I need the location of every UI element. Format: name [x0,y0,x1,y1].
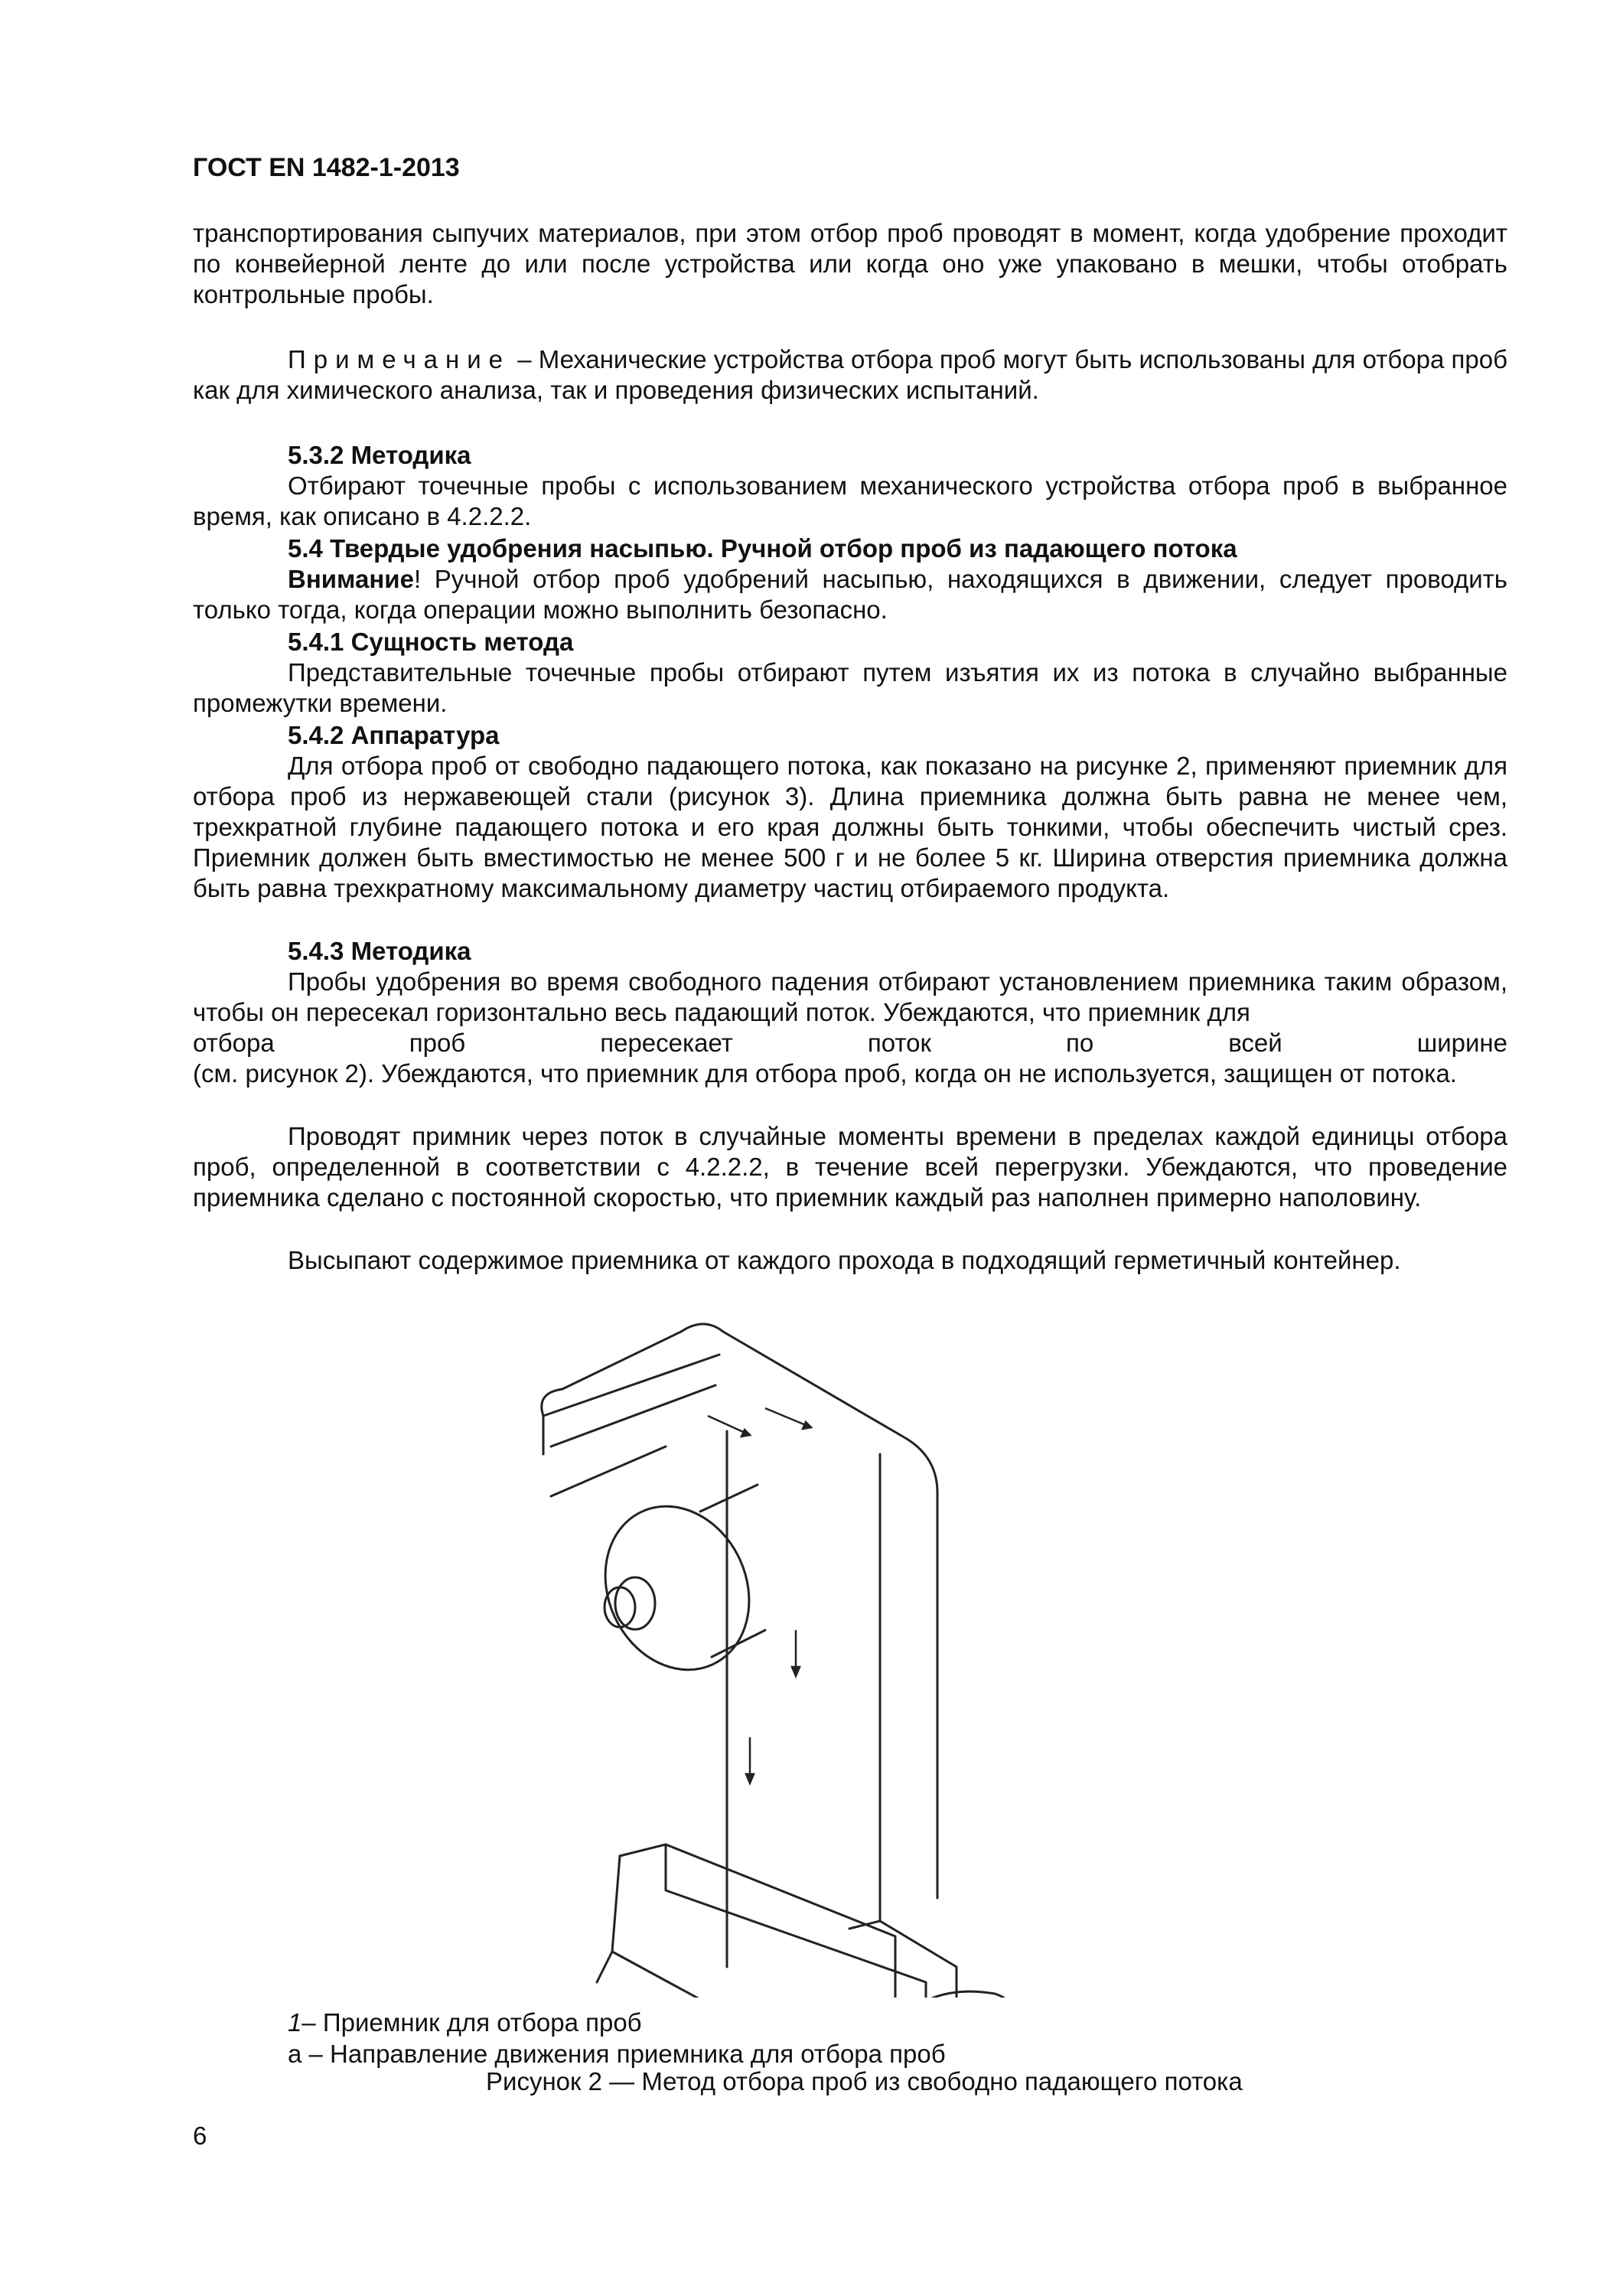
sampling-receptacle [620,1844,895,1998]
section-5-3-2-text: Отбирают точечные пробы с использованием механического устройства отбора проб в выбранное время, как описано в 4.2.2.2. [193,471,1507,530]
section-5-4-heading: 5.4 Твердые удобрения насыпью. Ручной отбор проб из падающего потока [288,534,1237,563]
section-5-4-1-text: Представительные точечные пробы отбирают путем изъятия их из потока в случайно выбранные промежутки времени. [193,658,1507,717]
conveyor-drum [579,1482,775,1693]
figure-legend-1-number: 1 [288,2008,302,2037]
conveyor-belt [542,1324,937,1615]
section-5-4-3-text-3: Высыпают содержимое приемника от каждого прохода в подходящий герметичный контейнер. [288,1246,1401,1274]
section-5-4-3-heading: 5.4.3 Методика [288,937,471,965]
section-5-3-2-heading: 5.3.2 Методика [288,441,471,469]
section-5-4-1-heading: 5.4.1 Сущность метода [288,628,574,656]
section-5-4-2-text: Для отбора проб от свободно падающего потока, как показано на рисунке 2, применяют приемник для отбора проб из нержавеющей стали (рисунок 3). Длина приемника должна быть равна не менее чем, трехкратной глубине падающего потока и его края должны быть тонкими, чтобы обеспечить чистый срез. Приемник должен быть вместимостью не менее 500 г и не более 5 кг. Ширина отверстия приемника должна быть равна трехкратному максимальному диаметру частиц отбираемого продукта. [193,752,1507,902]
section-5-4-3-text-1b: отбора проб пересекает поток по всей ширине [193,1029,1507,1057]
figure-legend-a: а – Направление движения приемника для отбора проб [288,2040,946,2068]
section-5-4-2-heading: 5.4.2 Аппаратура [288,721,500,749]
figure-sampling-diagram [520,1293,1025,1998]
figure-legend-1 [288,2007,642,2038]
note-text: Механические устройства отбора проб могут быть использованы для отбора проб как для химического анализа, так и проведения физических испытаний. [193,345,1507,404]
note-paragraph [193,344,1507,406]
warning-text: ! Ручной отбор проб удобрений насыпью, находящихся в движении, следует проводить только тогда, когда операции можно выполнить безопасно. [193,565,1507,624]
note-label: Примечание [288,345,511,373]
section-5-4-3-text-2: Проводят примник через поток в случайные моменты времени в пределах каждой единицы отбора проб, определенной в соответствии с 4.2.2.2, в течение всей перегрузки. Убеждаются, что проведение приемника сделано с постоянной скоростью, что приемник каждый раз наполнен примерно наполовину. [193,1122,1507,1212]
hand [918,1991,1025,1998]
page-number: 6 [193,2122,207,2150]
note-dash: – [510,345,539,373]
warning-label: Внимание [288,565,414,593]
warning-paragraph [193,564,1507,625]
section-5-4-3-text-1a: Пробы удобрения во время свободного падения отбирают установлением приемника таким образом, чтобы он пересекал горизонтально весь падающий поток. Убеждаются, что приемник для [193,967,1507,1026]
document-header: ГОСТ EN 1482-1-2013 [193,153,460,182]
section-5-4-3-text-1c: (см. рисунок 2). Убеждаются, что приемник для отбора проб, когда он не используется, защищен от потока. [193,1059,1457,1088]
figure-legend-1-text: – Приемник для отбора проб [301,2008,642,2037]
figure-caption: Рисунок 2 — Метод отбора проб из свободно падающего потока [486,2067,1243,2095]
paragraph-transport: транспортирования сыпучих материалов, при этом отбор проб проводят в момент, когда удобрение проходит по конвейерной ленте до или после устройства или когда оно уже упаковано в мешки, чтобы отобрать контрольные пробы. [193,219,1507,308]
